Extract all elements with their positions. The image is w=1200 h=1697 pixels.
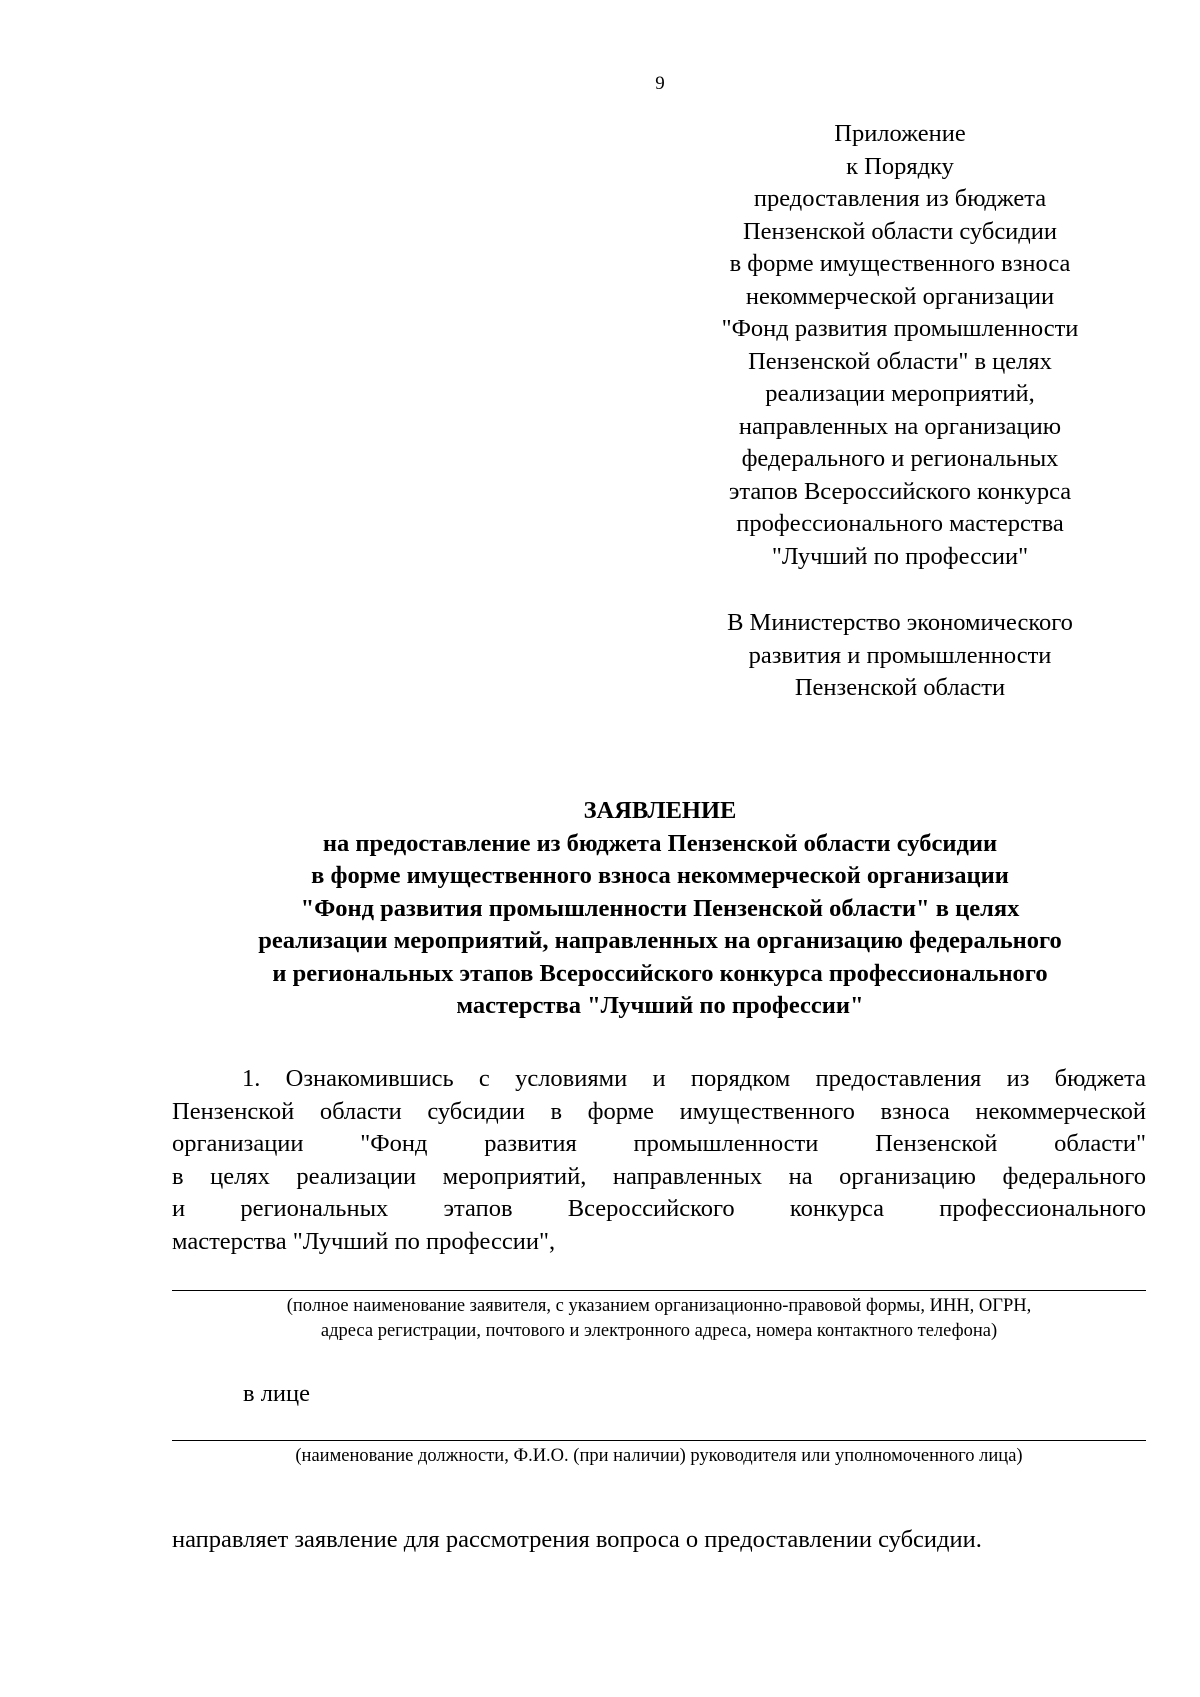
applicant-caption bbox=[172, 1294, 1146, 1344]
appendix-line: реализации мероприятий, bbox=[765, 380, 1035, 407]
representative-fill-line bbox=[172, 1440, 1146, 1441]
title-line: мастерства "Лучший по профессии" bbox=[456, 992, 864, 1019]
appendix-line: Пензенской области" в целях bbox=[748, 347, 1052, 375]
applicant-fill-line bbox=[172, 1290, 1146, 1291]
paragraph-1 bbox=[172, 1063, 1146, 1258]
appendix-line: к Порядку bbox=[846, 152, 954, 180]
title-line: на предоставление из бюджета Пензенской области субсидии bbox=[322, 829, 998, 857]
title-line: "Фонд развития промышленности Пензенской области" в целях bbox=[300, 894, 1020, 922]
page-number: 9 bbox=[655, 73, 665, 94]
paragraph-line: и региональных этапов Всероссийского конкурса профессионального bbox=[172, 1195, 1146, 1222]
appendix-line: Приложение bbox=[834, 120, 966, 147]
appendix-line: в форме имущественного взноса bbox=[729, 250, 1071, 277]
appendix-line: предоставления из бюджета bbox=[753, 185, 1047, 212]
paragraph-line: мастерства "Лучший по профессии", bbox=[172, 1227, 556, 1255]
caption-line: (наименование должности, Ф.И.О. (при наличии) руководителя или уполномоченного лица) bbox=[295, 1446, 1023, 1466]
title-line: и региональных этапов Всероссийского конкурса профессионального bbox=[272, 959, 1048, 987]
appendix-line: "Лучший по профессии" bbox=[771, 542, 1029, 570]
addressee-line: развития и промышленности bbox=[748, 641, 1052, 669]
appendix-line: этапов Всероссийского конкурса bbox=[728, 477, 1072, 505]
appendix-line: профессионального мастерства bbox=[736, 510, 1064, 537]
appendix-line: направленных на организацию bbox=[738, 412, 1062, 440]
addressee-line: В Министерство экономического bbox=[727, 609, 1073, 636]
title-line: в форме имущественного взноса некоммерческой организации bbox=[311, 862, 1009, 889]
in-person-label: в лице bbox=[243, 1380, 311, 1407]
caption-line: адреса регистрации, почтового и электронного адреса, номера контактного телефона) bbox=[320, 1321, 998, 1341]
paragraph-line: Пензенской области субсидии в форме имущественного взноса некоммерческой bbox=[172, 1097, 1146, 1125]
paragraph-line: 1. Ознакомившись с условиями и порядком предоставления из бюджета bbox=[242, 1065, 1146, 1092]
representative-caption bbox=[172, 1444, 1146, 1469]
paragraph-line: в целях реализации мероприятий, направленных на организацию федерального bbox=[172, 1162, 1146, 1190]
closing-text: направляет заявление для рассмотрения вопроса о предоставлении субсидии. bbox=[172, 1526, 982, 1553]
title-heading: ЗАЯВЛЕНИЕ bbox=[583, 797, 737, 824]
title-line: реализации мероприятий, направленных на организацию федерального bbox=[258, 927, 1062, 954]
document-title bbox=[160, 795, 1160, 1023]
appendix-block bbox=[660, 118, 1140, 573]
addressee-block bbox=[660, 607, 1140, 705]
appendix-line: федерального и региональных bbox=[741, 445, 1059, 472]
caption-line: (полное наименование заявителя, с указанием организационно-правовой формы, ИНН, ОГРН, bbox=[286, 1296, 1032, 1316]
appendix-line: некоммерческой организации bbox=[745, 282, 1055, 310]
appendix-line: "Фонд развития промышленности bbox=[721, 315, 1079, 342]
paragraph-line: организации "Фонд развития промышленности Пензенской области" bbox=[172, 1130, 1146, 1157]
appendix-line: Пензенской области субсидии bbox=[742, 217, 1057, 245]
addressee-line: Пензенской области bbox=[794, 674, 1006, 701]
